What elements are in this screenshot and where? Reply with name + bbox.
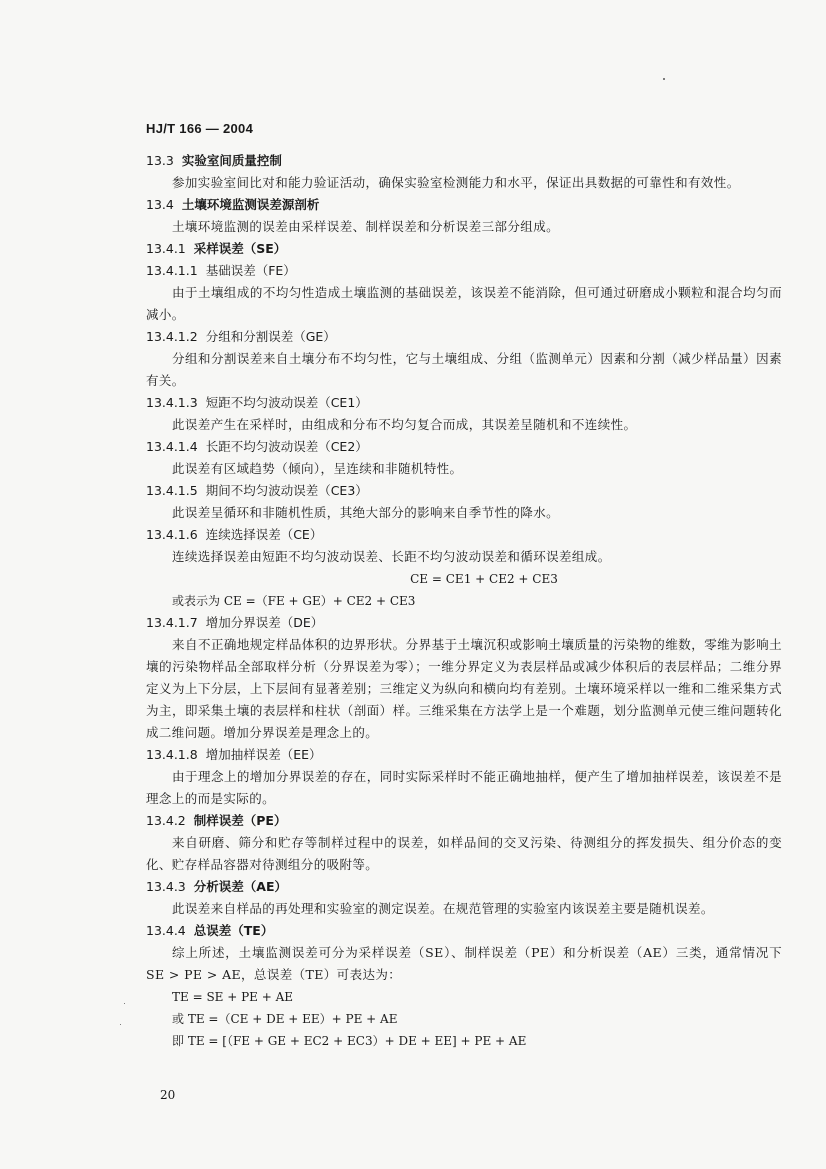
paragraph: 参加实验室间比对和能力验证活动，确保实验室检测能力和水平，保证出具数据的可靠性和有效性。 bbox=[172, 175, 740, 190]
paragraph: 由于土壤组成的不均匀性造成土壤监测的基础误差，该误差不能消除，但可通过研磨成小颗粒和混合均匀而减小。 bbox=[146, 285, 782, 322]
section-title: 增加分界误差（DE） bbox=[205, 615, 324, 630]
section-number: 13.4.1.4 bbox=[146, 439, 198, 454]
section-number: 13.4.1.5 bbox=[146, 483, 198, 498]
formula: TE = SE + PE + AE bbox=[172, 990, 294, 1004]
section-number: 13.3 bbox=[146, 153, 174, 168]
section-title: 采样误差（SE） bbox=[193, 241, 287, 256]
formula: CE = CE1 + CE2 + CE3 bbox=[410, 572, 558, 586]
section-number: 13.4.1.3 bbox=[146, 395, 198, 410]
standard-id: HJ/T 166 — 2004 bbox=[146, 121, 254, 136]
section-number: 13.4.1.6 bbox=[146, 527, 198, 542]
section-heading bbox=[146, 436, 782, 458]
section-number: 13.4.1.7 bbox=[146, 615, 198, 630]
section-heading bbox=[146, 150, 782, 172]
formula: 或 TE =（CE + DE + EE）+ PE + AE bbox=[172, 1012, 398, 1026]
section-number: 13.4 bbox=[146, 197, 174, 212]
paragraph: 此误差产生在采样时，由组成和分布不均匀复合而成，其误差呈随机和不连续性。 bbox=[172, 417, 637, 432]
section-number: 13.4.1 bbox=[146, 241, 186, 256]
section-number: 13.4.4 bbox=[146, 923, 186, 938]
section-number: 13.4.1.1 bbox=[146, 263, 198, 278]
paragraph: 由于理念上的增加分界误差的存在，同时实际采样时不能正确地抽样，便产生了增加抽样误差，该误差不是理念上的而是实际的。 bbox=[146, 769, 782, 806]
scan-speck bbox=[663, 78, 665, 80]
paragraph: 来自研磨、筛分和贮存等制样过程中的误差，如样品间的交叉污染、待测组分的挥发损失、组分价态的变化、贮存样品容器对待测组分的吸附等。 bbox=[146, 835, 782, 872]
document-body bbox=[146, 150, 782, 1052]
section-number: 13.4.3 bbox=[146, 879, 186, 894]
paragraph: 综上所述，土壤监测误差可分为采样误差（SE）、制样误差（PE）和分析误差（AE）三类，通常情况下 SE > PE > AE，总误差（TE）可表达为： bbox=[146, 945, 782, 982]
section-heading bbox=[146, 194, 782, 216]
section-title: 制样误差（PE） bbox=[193, 813, 287, 828]
section-heading bbox=[146, 524, 782, 546]
paragraph: 此误差来自样品的再处理和实验室的测定误差。在规范管理的实验室内该误差主要是随机误差。 bbox=[172, 901, 714, 916]
section-title: 基础误差（FE） bbox=[205, 263, 296, 278]
section-title: 分析误差（AE） bbox=[193, 879, 287, 894]
section-title: 短距不均匀波动误差（CE1） bbox=[205, 395, 368, 410]
section-heading bbox=[146, 810, 782, 832]
section-title: 增加抽样误差（EE） bbox=[205, 747, 322, 762]
section-heading bbox=[146, 392, 782, 414]
scan-speck bbox=[124, 1003, 125, 1004]
scan-speck bbox=[120, 1024, 121, 1025]
section-heading bbox=[146, 238, 782, 260]
paragraph: 连续选择误差由短距不均匀波动误差、长距不均匀波动误差和循环误差组成。 bbox=[172, 549, 611, 564]
section-heading bbox=[146, 876, 782, 898]
section-title: 总误差（TE） bbox=[193, 923, 274, 938]
formula: 或表示为 CE =（FE + GE）+ CE2 + CE3 bbox=[172, 594, 416, 608]
paragraph: 来自不正确地规定样品体积的边界形状。分界基于土壤沉积或影响土壤质量的污染物的维数，零维为影响土壤的污染物样品全部取样分析（分界误差为零）；一维分界定义为表层样品或减少体积后的表层样品；二维分界定义为上下分层，上下层间有显著差别；三维定义为纵向和横向均有差别。土壤环境采样以一维和二维采集方式为主，即采集土壤的表层样和柱状（剖面）样。三维采集在方法学上是一个难题，划分监测单元使三维问题转化成二维问题。增加分界误差是理念上的。 bbox=[146, 637, 782, 740]
section-heading bbox=[146, 480, 782, 502]
paragraph: 此误差呈循环和非随机性质，其绝大部分的影响来自季节性的降水。 bbox=[172, 505, 560, 520]
section-number: 13.4.2 bbox=[146, 813, 186, 828]
section-number: 13.4.1.2 bbox=[146, 329, 198, 344]
section-title: 连续选择误差（CE） bbox=[205, 527, 323, 542]
section-heading bbox=[146, 260, 782, 282]
section-title: 长距不均匀波动误差（CE2） bbox=[205, 439, 368, 454]
paragraph: 土壤环境监测的误差由采样误差、制样误差和分析误差三部分组成。 bbox=[172, 219, 560, 234]
section-heading bbox=[146, 612, 782, 634]
section-heading bbox=[146, 920, 782, 942]
section-number: 13.4.1.8 bbox=[146, 747, 198, 762]
section-title: 分组和分割误差（GE） bbox=[205, 329, 336, 344]
paragraph: 分组和分割误差来自土壤分布不均匀性，它与土壤组成、分组（监测单元）因素和分割（减少样品量）因素有关。 bbox=[146, 351, 782, 388]
formula: 即 TE = [（FE + GE + EC2 + EC3）+ DE + EE] + PE + AE bbox=[172, 1034, 527, 1048]
paragraph: 此误差有区域趋势（倾向），呈连续和非随机特性。 bbox=[172, 461, 463, 476]
section-title: 土壤环境监测误差源剖析 bbox=[181, 197, 320, 212]
section-title: 期间不均匀波动误差（CE3） bbox=[205, 483, 368, 498]
section-heading bbox=[146, 326, 782, 348]
section-heading bbox=[146, 744, 782, 766]
section-title: 实验室间质量控制 bbox=[181, 153, 282, 168]
page-number: 20 bbox=[160, 1088, 176, 1102]
